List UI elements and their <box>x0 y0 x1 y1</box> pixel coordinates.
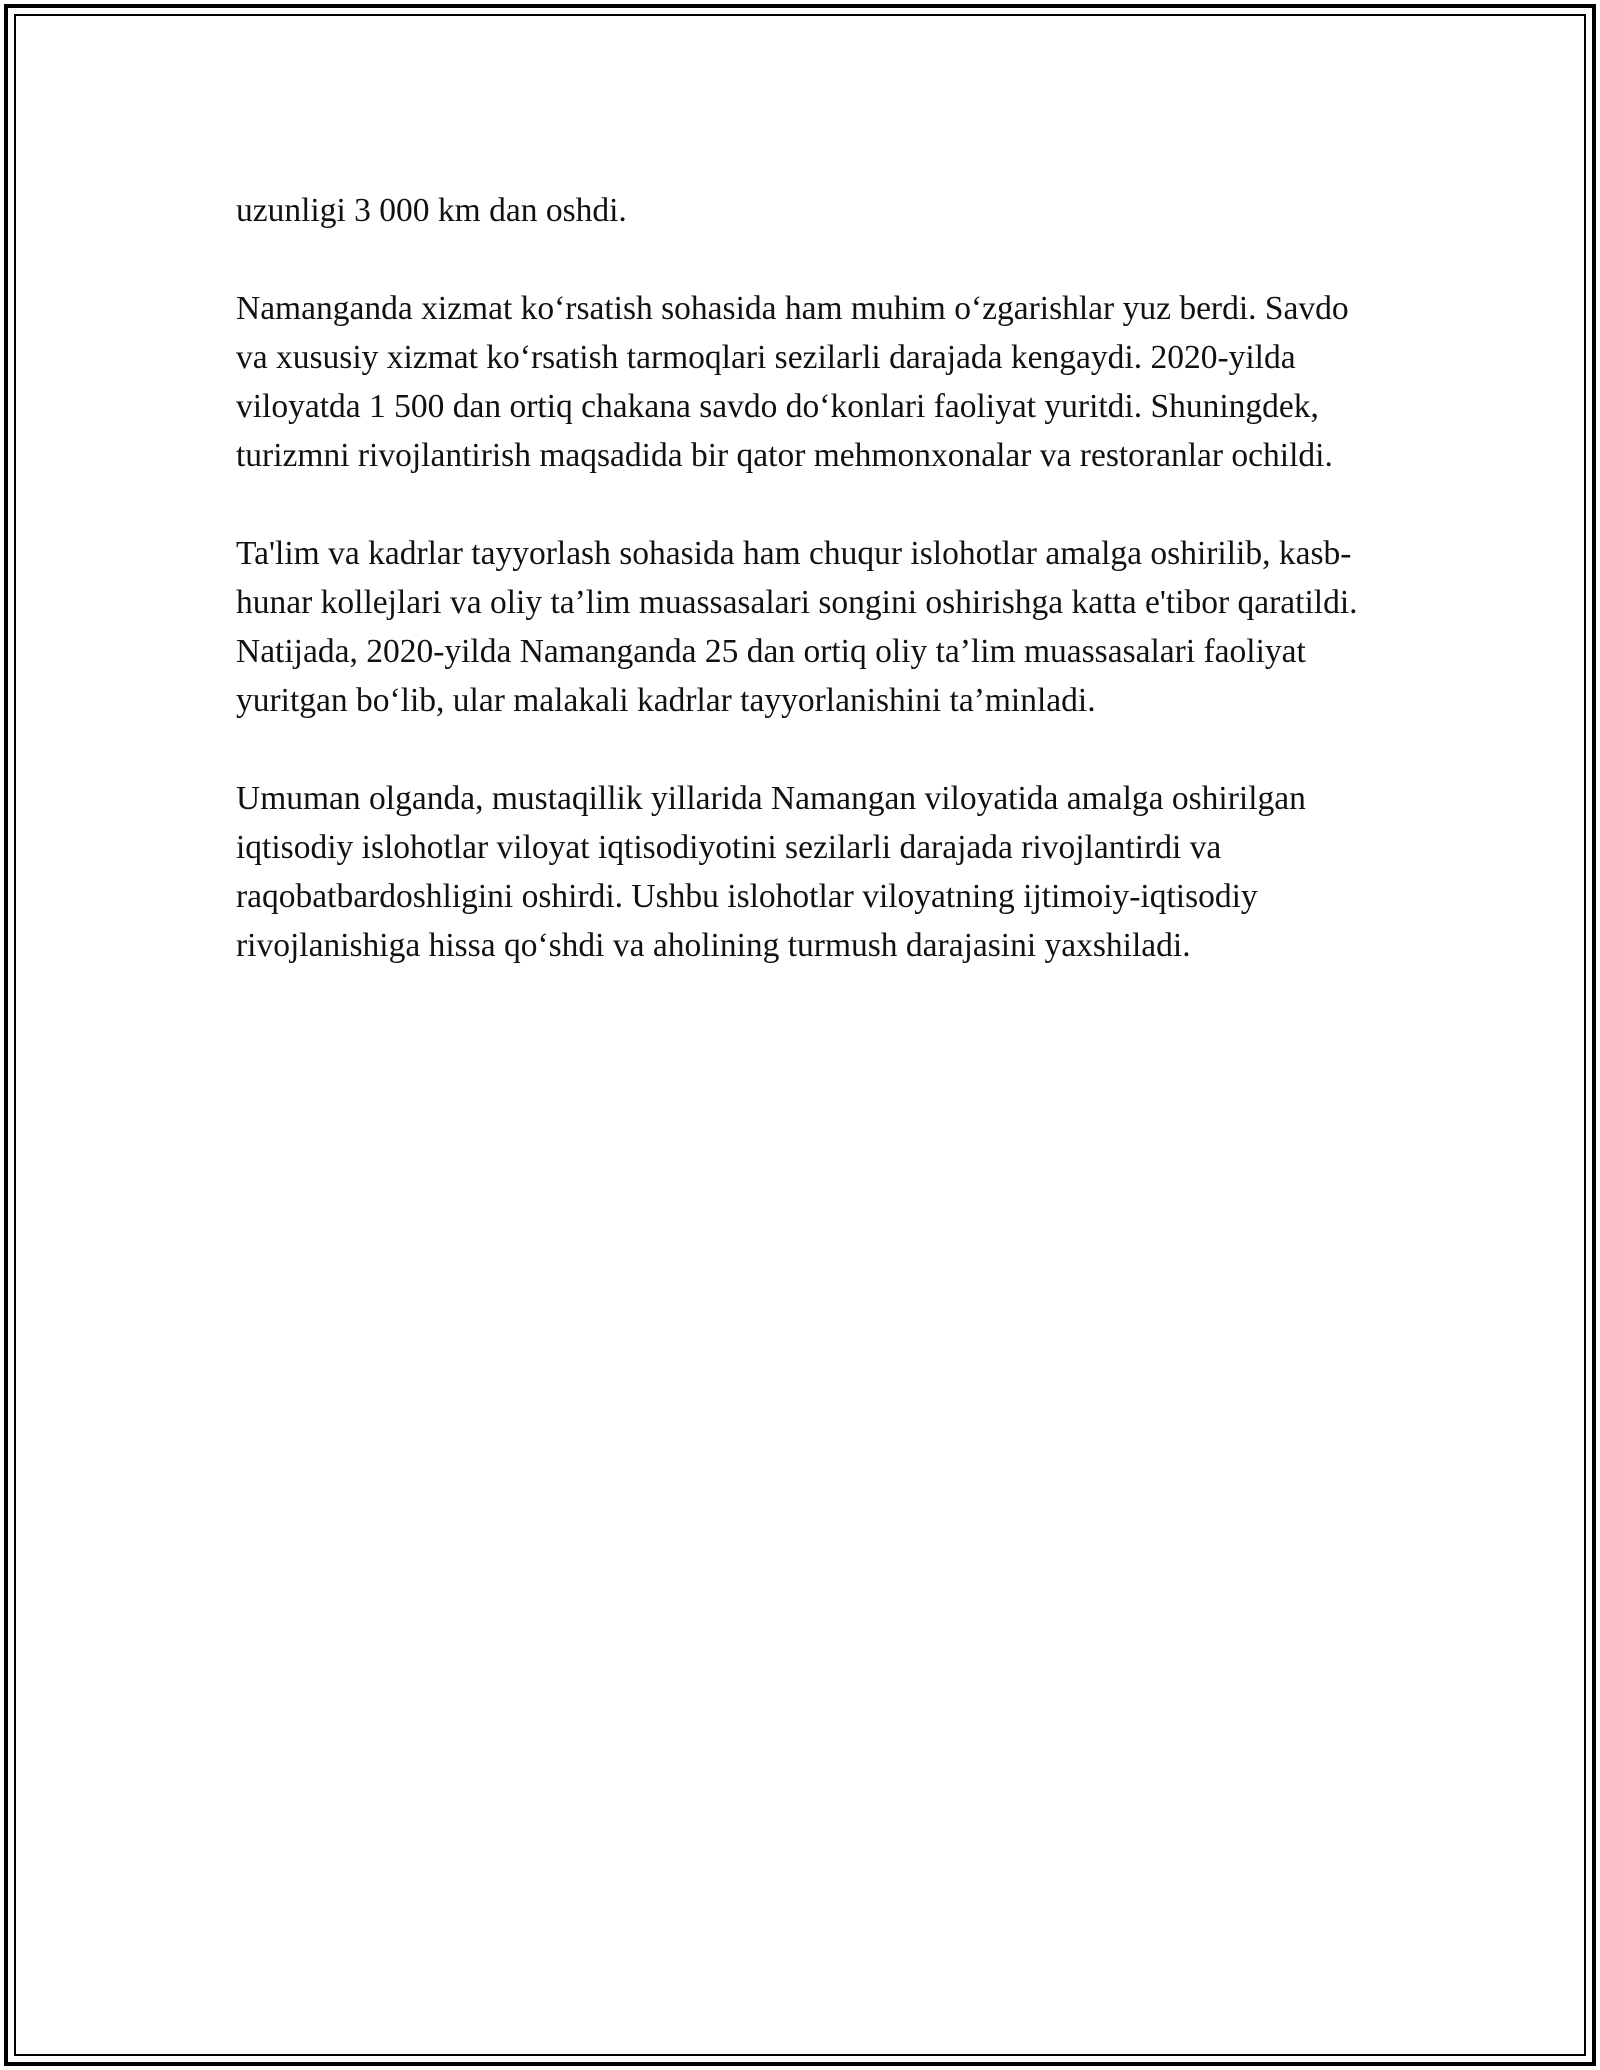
paragraph-education: Ta'lim va kadrlar tayyorlash sohasida ham chuqur islohotlar amalga oshirilib, kasb-hunar kollejlari va oliy ta’lim muassasalari songini oshirishga katta e'tibor qaratildi. Natijada, 2020-yilda Namanganda 25 dan ortiq oliy ta’lim muassasalari faoliyat yuritgan bo‘lib, ular malakali kadrlar tayyorlanishini ta’minladi. <box>236 535 1358 719</box>
paragraph-conclusion: Umuman olganda, mustaqillik yillarida Namangan viloyatida amalga oshirilgan iqtisodiy islohotlar viloyat iqtisodiyotini sezilarli darajada rivojlantirdi va raqobatbardoshligini oshirdi. Ushbu islohotlar viloyatning ijtimoiy-iqtisodiy rivojlanishiga hissa qo‘shdi va aholining turmush darajasini yaxshiladi. <box>236 780 1306 964</box>
paragraph-services: Namanganda xizmat ko‘rsatish sohasida ham muhim o‘zgarishlar yuz berdi. Savdo va xususiy xizmat ko‘rsatish tarmoqlari sezilarli darajada kengaydi. 2020-yilda viloyatda 1 500 dan ortiq chakana savdo do‘konlari faoliyat yuritdi. Shuningdek, turizmni rivojlantirish maqsadida bir qator mehmonxonalar va restoranlar ochildi. <box>236 290 1349 474</box>
paragraph-continuation: uzunligi 3 000 km dan oshdi. <box>236 192 627 229</box>
document-body <box>236 186 1386 1019</box>
